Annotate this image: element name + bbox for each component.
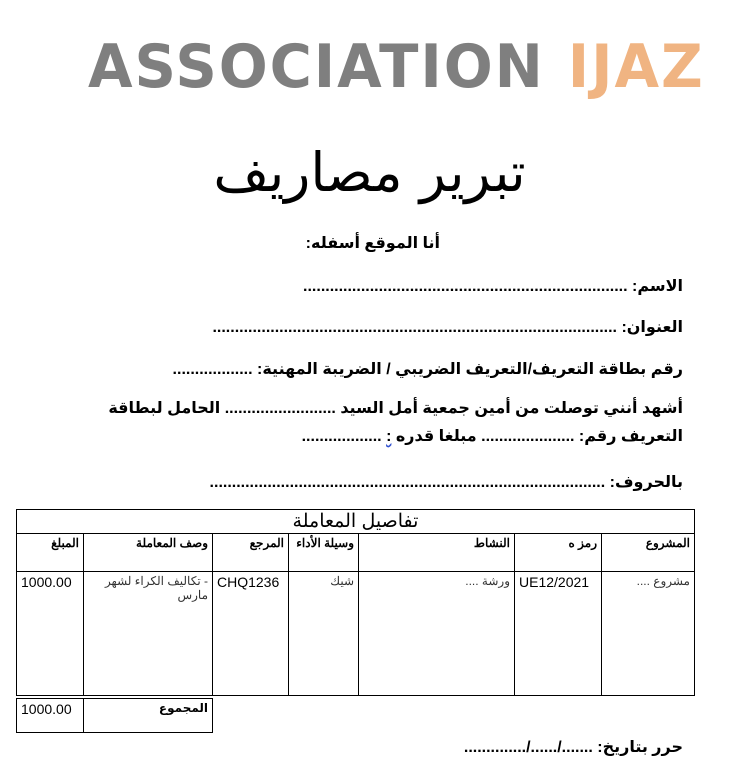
table-row: [17, 572, 695, 696]
document-title: تبرير مصاريف: [213, 141, 526, 204]
cell-activity[interactable]: ورشة ....: [359, 572, 515, 696]
header-payment-method: وسيلة الأداء: [289, 534, 359, 572]
intro-text: أنا الموقع أسفله:: [305, 235, 440, 252]
association-logo: [88, 32, 705, 102]
cell-payment-method[interactable]: شيك: [289, 572, 359, 696]
id-number-field[interactable]: رقم بطاقة التعريف/التعريف الضريبي / الضريبة المهنية: ..................: [172, 361, 683, 378]
header-code: رمز ه: [515, 534, 602, 572]
spellcheck-mark: :: [386, 428, 392, 445]
logo-text-ijaz: IJAZ: [567, 32, 705, 102]
cell-project[interactable]: مشروع ....: [602, 572, 695, 696]
total-table: [16, 698, 213, 733]
date-field[interactable]: حرر بتاريخ: ......./....../..............: [463, 739, 683, 756]
amount-prefix: التعريف رقم: ..................... مبلغا قدره: [391, 428, 683, 445]
header-amount: المبلغ: [17, 534, 84, 572]
cell-amount[interactable]: 1000.00: [17, 572, 84, 696]
logo-text-association: ASSOCIATION: [88, 32, 545, 102]
total-value[interactable]: 1000.00: [17, 699, 84, 733]
header-description: وصف المعاملة: [84, 534, 213, 572]
cell-code[interactable]: UE12/2021: [515, 572, 602, 696]
header-reference: المرجع: [213, 534, 289, 572]
header-activity: النشاط: [359, 534, 515, 572]
total-label: المجموع: [84, 699, 213, 733]
amount-in-words-field[interactable]: بالحروف: .........................................................................................: [209, 474, 683, 491]
table-title: تفاصيل المعاملة: [17, 510, 695, 534]
address-field[interactable]: العنوان: ...........................................................................................: [212, 319, 683, 336]
cell-reference[interactable]: CHQ1236: [213, 572, 289, 696]
name-field[interactable]: الاسم: .........................................................................: [303, 278, 683, 295]
attestation-line-2: [302, 427, 683, 447]
amount-field[interactable]: ..................: [301, 428, 387, 445]
header-project: المشروع: [602, 534, 695, 572]
attestation-line-1: أشهد أنني توصلت من أمين جمعية أمل السيد ......................... الحامل لبطاقة: [108, 400, 683, 417]
transaction-details-table: [16, 509, 695, 696]
cell-description[interactable]: - تكاليف الكراء لشهر مارس: [84, 572, 213, 696]
table-header-row: [17, 534, 695, 572]
